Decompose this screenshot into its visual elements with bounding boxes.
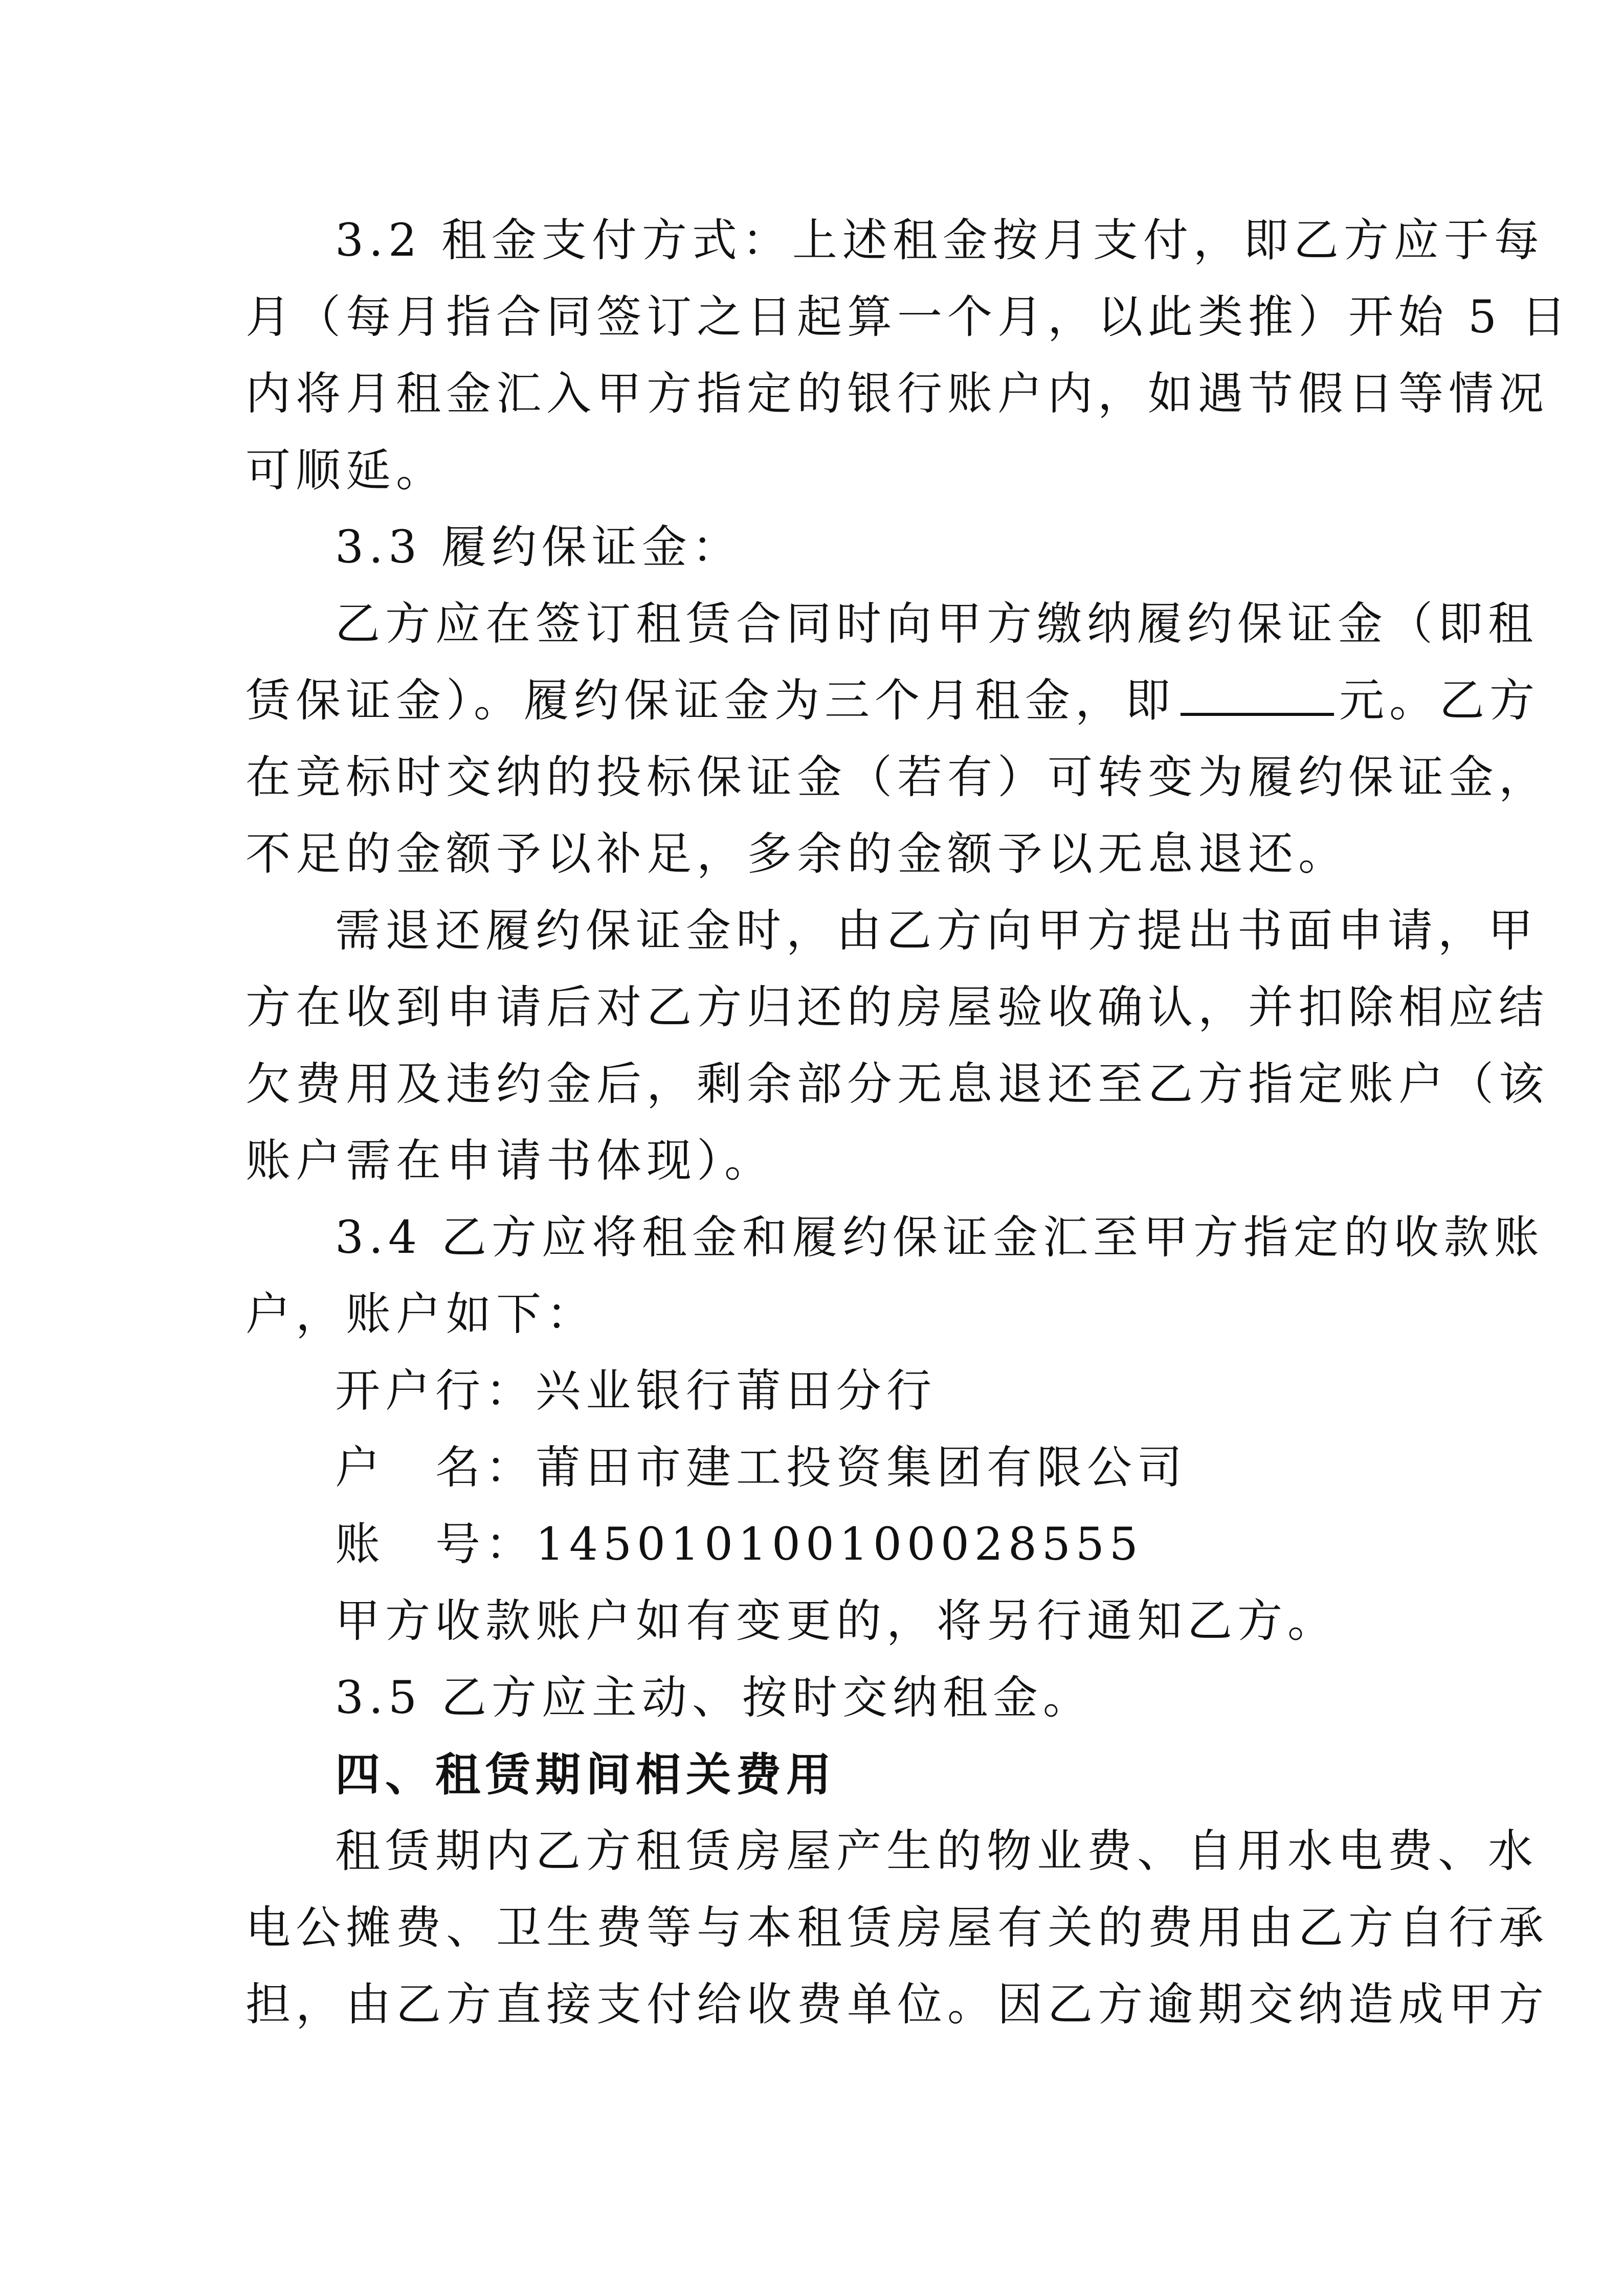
deposit-para-line-1: 乙方应在签订租赁合同时向甲方缴纳履约保证金（即租 (335, 597, 1539, 650)
refund-para-line-4: 账户需在申请书体现）。 (246, 1134, 775, 1187)
deposit-para-line-3: 在竞标时交纳的投标保证金（若有）可转变为履约保证金， (246, 751, 1549, 803)
rent-payment-line-4: 可顺延。 (246, 444, 447, 497)
deposit-text-after-blank: 元。乙方 (1339, 674, 1540, 727)
account-para-line-1: 3.4 乙方应将租金和履约保证金汇至甲方指定的收款账 (335, 1211, 1544, 1264)
refund-para-line-1: 需退还履约保证金时，由乙方向甲方提出书面申请，甲 (335, 904, 1539, 957)
deposit-para-line-4: 不足的金额予以补足，多余的金额予以无息退还。 (246, 827, 1349, 880)
bank-name: 开户行：兴业银行莆田分行 (335, 1364, 937, 1417)
account-number: 账 号：145010100100028555 (335, 1518, 1143, 1570)
fees-para-line-1: 租赁期内乙方租赁房屋产生的物业费、自用水电费、水 (335, 1825, 1539, 1877)
rent-payment-line-3: 内将月租金汇入甲方指定的银行账户内，如遇节假日等情况 (246, 367, 1549, 420)
fees-para-line-3: 担，由乙方直接支付给收费单位。因乙方逾期交纳造成甲方 (246, 1978, 1549, 2031)
rent-timely-clause: 3.5 乙方应主动、按时交纳租金。 (335, 1671, 1093, 1724)
rent-payment-line-2: 月（每月指合同签订之日起算一个月，以此类推）开始 5 日 (246, 290, 1571, 343)
fees-para-line-2: 电公摊费、卫生费等与本租赁房屋有关的费用由乙方自行承 (246, 1901, 1549, 1954)
deposit-para-line-2 (246, 672, 1540, 729)
rent-payment-line-1: 3.2 租金支付方式：上述租金按月支付，即乙方应于每 (335, 214, 1544, 266)
refund-para-line-2: 方在收到申请后对乙方归还的房屋验收确认，并扣除相应结 (246, 981, 1549, 1033)
account-para-line-2: 户，账户如下： (246, 1288, 597, 1340)
deposit-text-before-blank: 赁保证金）。履约保证金为三个月租金，即 (246, 674, 1176, 727)
refund-para-line-3: 欠费用及违约金后，剩余部分无息退还至乙方指定账户（该 (246, 1057, 1549, 1110)
amount-blank (1181, 679, 1334, 716)
account-holder: 户 名：莆田市建工投资集团有限公司 (335, 1441, 1188, 1494)
deposit-heading: 3.3 履约保证金： (335, 521, 742, 573)
section-4-title: 四、租赁期间相关费用 (335, 1748, 837, 1801)
account-change-notice: 甲方收款账户如有变更的，将另行通知乙方。 (335, 1594, 1338, 1647)
